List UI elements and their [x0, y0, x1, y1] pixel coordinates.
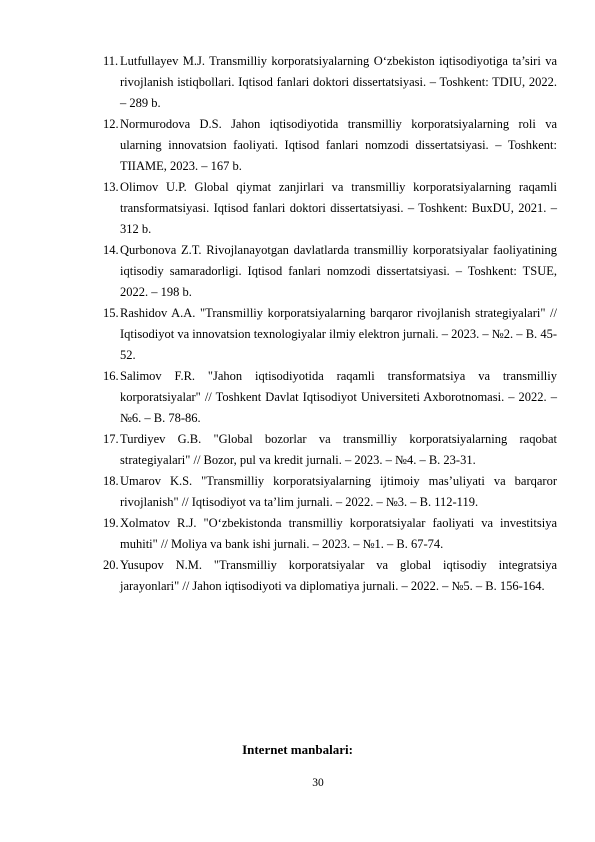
- reference-number: 19.: [103, 516, 119, 530]
- reference-number: 12.: [103, 117, 119, 131]
- reference-item: [103, 303, 557, 366]
- reference-number: 11.: [103, 54, 119, 68]
- reference-text: Turdiyev G.B. "Global bozorlar va transmilliy korporatsiyalarning raqobat strategiyalari" // Bozor, pul va kredit jurnali. – 2023. – №4. – B. 23-31.: [120, 432, 557, 467]
- reference-number: 16.: [103, 369, 119, 383]
- reference-item: [103, 114, 557, 177]
- reference-list: [103, 51, 557, 597]
- reference-text: Qurbonova Z.T. Rivojlanayotgan davlatlarda transmilliy korporatsiyalar faoliyatining iqtisodiy samaradorligi. Iqtisod fanlari nomzodi dissertatsiyasi. – Toshkent: TSUE, 2022. – 198 b.: [120, 243, 557, 299]
- reference-text: Umarov K.S. "Transmilliy korporatsiyalarning ijtimoiy mas’uliyati va barqaror rivojlanish" // Iqtisodiyot va ta’lim jurnali. – 2022. – №3. – B. 112-119.: [120, 474, 557, 509]
- reference-number: 14.: [103, 243, 119, 257]
- reference-item: [103, 177, 557, 240]
- reference-text: Yusupov N.M. "Transmilliy korporatsiyalar va global iqtisodiy integratsiya jarayonlari" // Jahon iqtisodiyoti va diplomatiya jurnali. – 2022. – №5. – B. 156-164.: [120, 558, 557, 593]
- reference-number: 20.: [103, 558, 119, 572]
- reference-item: [103, 429, 557, 471]
- reference-number: 13.: [103, 180, 119, 194]
- reference-text: Rashidov A.A. "Transmilliy korporatsiyalarning barqaror rivojlanish strategiyalari" // Iqtisodiyot va innovatsion texnologiyalar ilmiy elektron jurnali. – 2023. – №2. – B. 45-52.: [120, 306, 557, 362]
- reference-number: 18.: [103, 474, 119, 488]
- reference-text: Olimov U.P. Global qiymat zanjirlari va transmilliy korporatsiyalarning raqamli transformatsiyasi. Iqtisod fanlari doktori dissertatsiyasi. – Toshkent: BuxDU, 2021. – 312 b.: [120, 180, 557, 236]
- reference-item: [103, 555, 557, 597]
- section-heading-internet-sources: Internet manbalari:: [242, 742, 353, 757]
- reference-item: [103, 51, 557, 114]
- reference-item: [103, 513, 557, 555]
- reference-item: [103, 240, 557, 303]
- reference-item: [103, 366, 557, 429]
- reference-number: 15.: [103, 306, 119, 320]
- reference-text: Xolmatov R.J. "O‘zbekistonda transmilliy korporatsiyalar faoliyati va investitsiya muhiti" // Moliya va bank ishi jurnali. – 2023. – №1. – B. 67-74.: [120, 516, 557, 551]
- reference-text: Normurodova D.S. Jahon iqtisodiyotida transmilliy korporatsiyalarning roli va ularning innovatsion faoliyati. Iqtisod fanlari nomzodi dissertatsiyasi. – Toshkent: TIIAME, 2023. – 167 b.: [120, 117, 557, 173]
- reference-text: Lutfullayev M.J. Transmilliy korporatsiyalarning O‘zbekiston iqtisodiyotiga ta’siri va rivojlanish istiqbollari. Iqtisod fanlari doktori dissertatsiyasi. – Toshkent: TDIU, 2022. – 289 b.: [120, 54, 557, 110]
- page-number: 30: [312, 777, 324, 789]
- reference-text: Salimov F.R. "Jahon iqtisodiyotida raqamli transformatsiya va transmilliy korporatsiyalar" // Toshkent Davlat Iqtisodiyot Universiteti Axborotnomasi. – 2022. – №6. – B. 78-86.: [120, 369, 557, 425]
- reference-item: [103, 471, 557, 513]
- reference-number: 17.: [103, 432, 119, 446]
